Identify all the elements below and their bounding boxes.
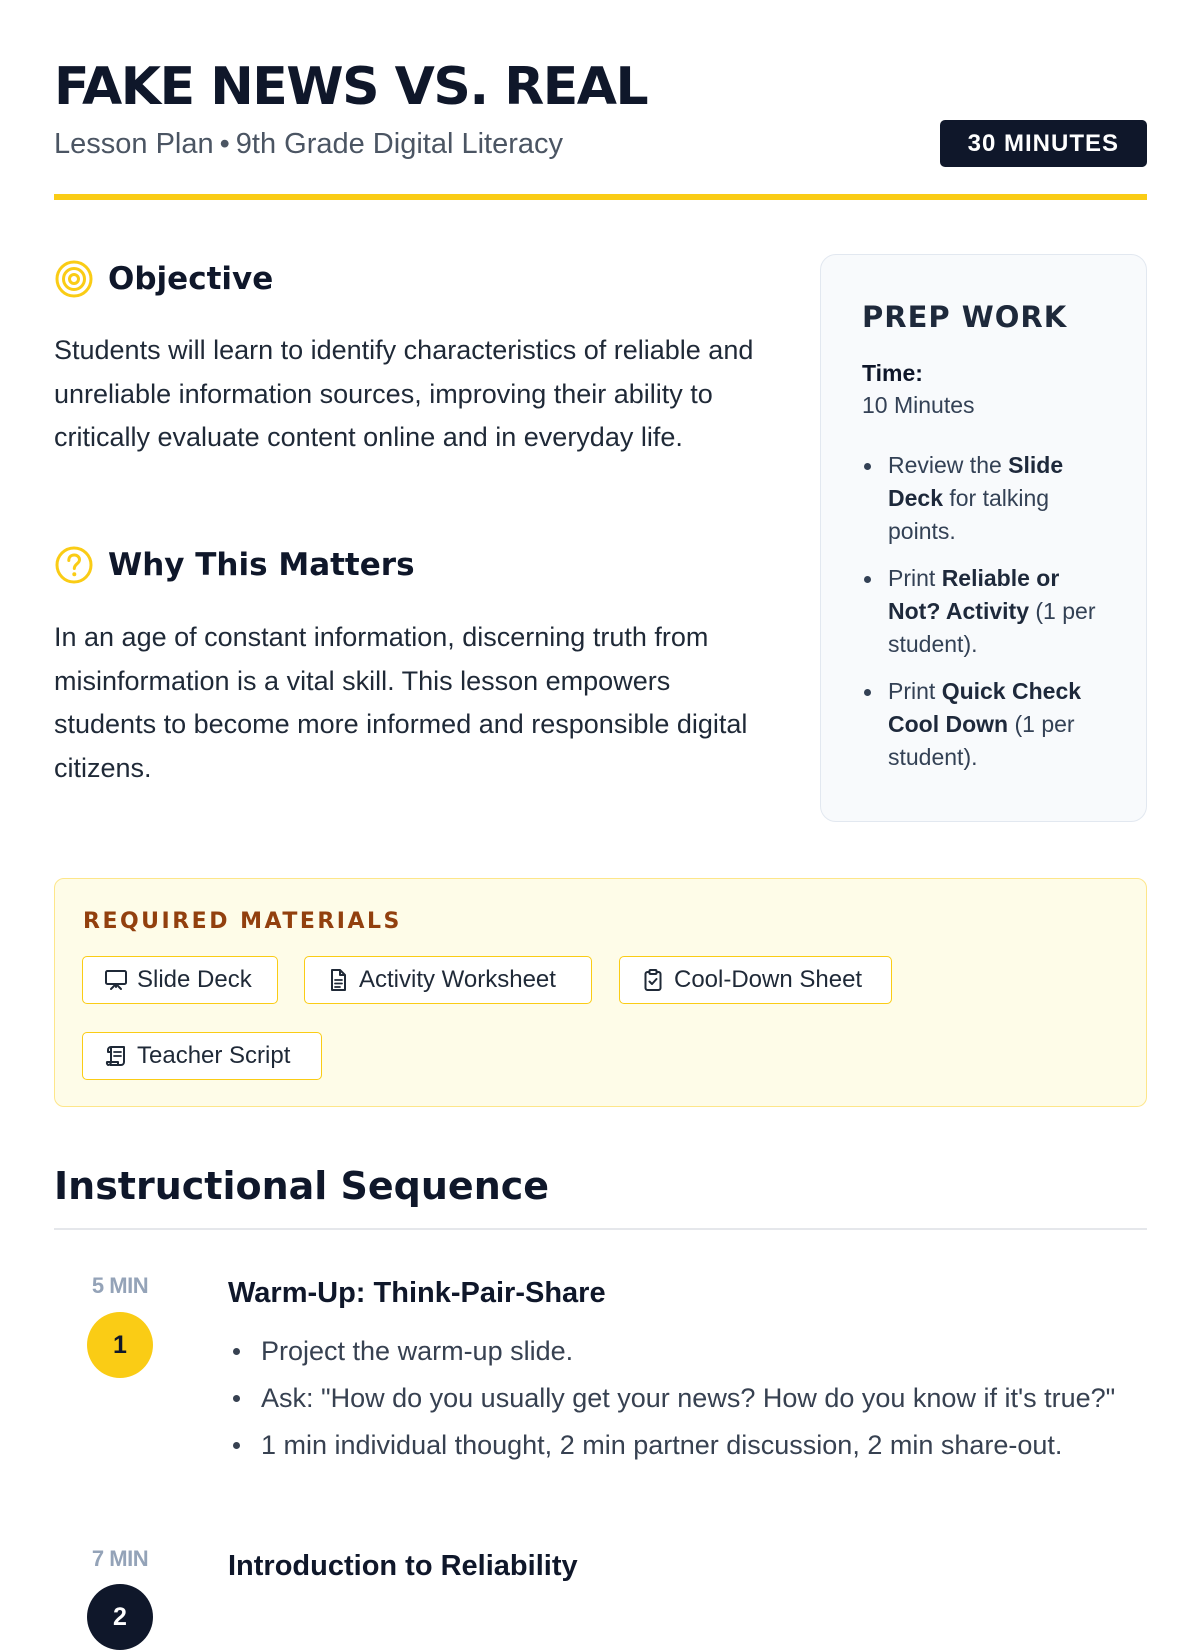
step-bullet: Ask: "How do you usually get your news? How do you know if it's true?" xyxy=(228,1378,1118,1418)
material-slide-deck[interactable] xyxy=(82,956,278,1004)
question-circle-icon xyxy=(54,545,94,585)
step-title: Warm-Up: Think-Pair-Share xyxy=(228,1277,606,1309)
prep-item-text: for talking points. xyxy=(888,485,1050,544)
step-number-badge: 1 xyxy=(87,1312,153,1378)
why-heading-label: Why This Matters xyxy=(108,547,415,583)
sequence-divider xyxy=(54,1228,1147,1230)
prep-item-emphasis: Quick Check Cool Down xyxy=(888,678,1082,737)
material-label: Slide Deck xyxy=(137,966,252,993)
page-subtitle xyxy=(54,124,563,164)
prep-list xyxy=(862,449,1106,774)
objective-text: Students will learn to identify characteristics of reliable and unreliable information sources, improving their ability to critically evaluate content online and in everyday life. xyxy=(54,335,754,452)
sequence-title: Instructional Sequence xyxy=(54,1164,550,1208)
target-icon xyxy=(54,259,94,299)
prep-item-text: (1 per student). xyxy=(888,598,1096,657)
material-label: Cool-Down Sheet xyxy=(674,966,863,993)
subtitle-separator: • xyxy=(219,128,230,160)
presentation-icon xyxy=(104,968,128,992)
prep-item xyxy=(862,675,1106,774)
step-number-badge: 2 xyxy=(87,1584,153,1650)
prep-time-value: 10 Minutes xyxy=(862,392,975,418)
prep-item-emphasis: Reliable or Not? Activity xyxy=(888,565,1060,624)
step-duration: 5 MIN xyxy=(91,1273,149,1298)
prep-item-emphasis: Slide Deck xyxy=(888,452,1064,511)
prep-time-label: Time: xyxy=(862,360,923,386)
material-cool-down-sheet[interactable] xyxy=(619,956,892,1004)
step-title: Introduction to Reliability xyxy=(228,1550,578,1582)
prep-item-text: Print xyxy=(888,565,942,591)
step-bullets xyxy=(228,1331,1118,1472)
material-label: Activity Worksheet xyxy=(359,966,556,993)
step-bullet: Project the warm-up slide. xyxy=(228,1331,1118,1371)
prep-work-card xyxy=(820,254,1147,822)
page-title: FAKE NEWS VS. REAL xyxy=(54,57,648,117)
why-heading xyxy=(54,543,415,587)
materials-title: REQUIRED MATERIALS xyxy=(83,909,402,934)
material-teacher-script[interactable] xyxy=(82,1032,322,1080)
script-icon xyxy=(104,1044,128,1068)
objective-heading-label: Objective xyxy=(108,261,274,297)
material-activity-worksheet[interactable] xyxy=(304,956,592,1004)
subtitle-type: Lesson Plan xyxy=(54,128,214,160)
prep-item-text: Print xyxy=(888,678,942,704)
prep-item-text: (1 per student). xyxy=(888,711,1075,770)
required-materials-panel xyxy=(54,878,1147,1107)
step-duration: 7 MIN xyxy=(91,1546,149,1571)
subtitle-grade: 9th Grade Digital Literacy xyxy=(235,128,563,160)
header-divider xyxy=(54,194,1147,200)
step-bullet: 1 min individual thought, 2 min partner discussion, 2 min share-out. xyxy=(228,1425,1118,1465)
prep-item xyxy=(862,562,1106,661)
objective-heading xyxy=(54,257,273,301)
prep-title: PREP WORK xyxy=(862,300,1068,334)
prep-item xyxy=(862,449,1106,548)
document-icon xyxy=(326,968,350,992)
prep-item-text: Review the xyxy=(888,452,1009,478)
clipboard-check-icon xyxy=(641,968,665,992)
why-text: In an age of constant information, discerning truth from misinformation is a vital skill. This lesson empowers students to become more informed and responsible digital citizens. xyxy=(54,622,748,783)
material-label: Teacher Script xyxy=(137,1042,291,1069)
duration-badge: 30 MINUTES xyxy=(940,120,1147,167)
